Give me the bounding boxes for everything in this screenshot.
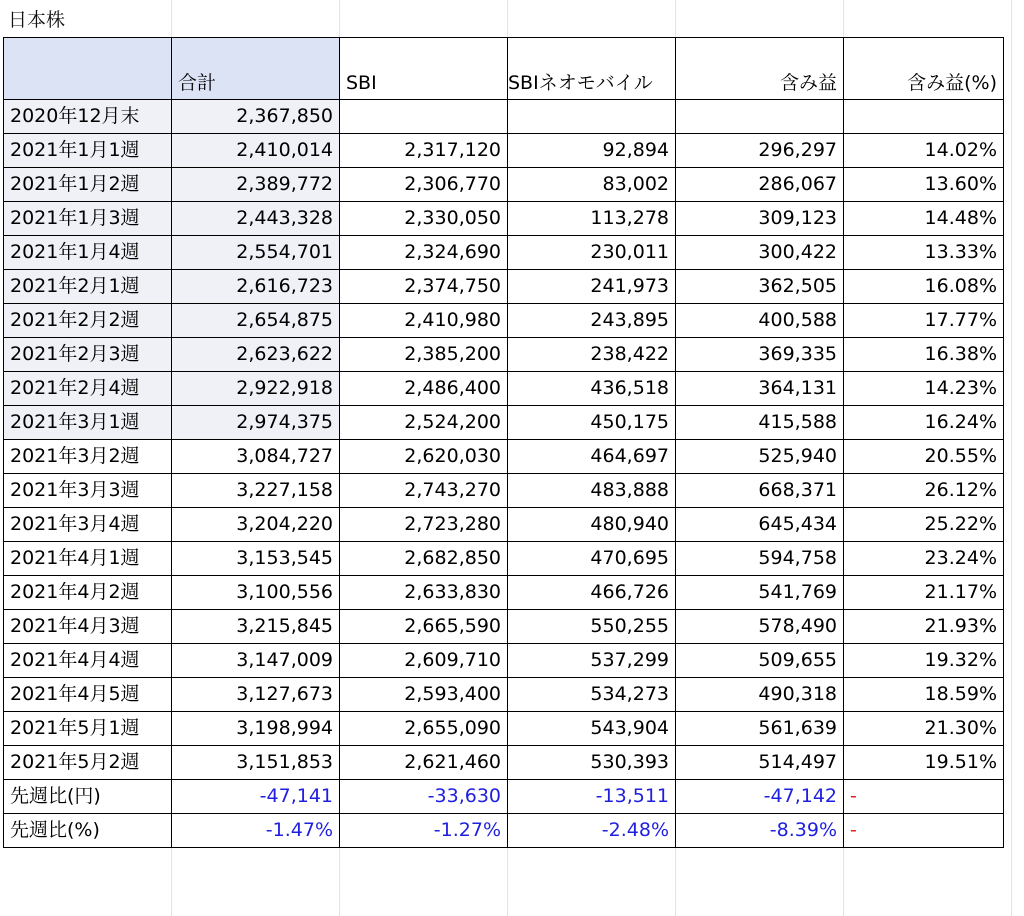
total-cell[interactable]: 2,974,375	[172, 406, 340, 440]
row-label-cell[interactable]: 2021年4月1週	[4, 542, 172, 576]
header-cell-sbi[interactable]: SBI	[340, 38, 508, 100]
total-cell[interactable]: 2,389,772	[172, 168, 340, 202]
gain-pct-cell[interactable]: 20.55%	[844, 440, 1004, 474]
neomo-cell[interactable]: 480,940	[508, 508, 676, 542]
total-cell[interactable]: 3,127,673	[172, 678, 340, 712]
sbi-cell[interactable]: 2,410,980	[340, 304, 508, 338]
sbi-cell[interactable]: 2,330,050	[340, 202, 508, 236]
sheet-title[interactable]: 日本株	[8, 9, 66, 31]
header-cell-gain-pct[interactable]: 含み益(%)	[844, 38, 1004, 100]
row-label-cell[interactable]: 2021年5月2週	[4, 746, 172, 780]
row-label-cell[interactable]: 2021年1月2週	[4, 168, 172, 202]
diff-total-cell[interactable]: -1.47%	[172, 814, 340, 848]
total-cell[interactable]: 2,443,328	[172, 202, 340, 236]
row-label-cell[interactable]: 2021年2月2週	[4, 304, 172, 338]
gain-pct-cell[interactable]: 26.12%	[844, 474, 1004, 508]
gain-pct-cell[interactable]: 13.33%	[844, 236, 1004, 270]
table-row	[4, 712, 1004, 746]
row-label-cell[interactable]: 2021年2月3週	[4, 338, 172, 372]
table-row	[4, 134, 1004, 168]
gain-cell[interactable]: 525,940	[676, 440, 844, 474]
header-cell-neomo[interactable]: SBIネオモバイル	[508, 38, 676, 100]
table-row	[4, 610, 1004, 644]
total-cell[interactable]: 2,654,875	[172, 304, 340, 338]
diff-neomo-cell[interactable]: -13,511	[508, 780, 676, 814]
table-row	[4, 236, 1004, 270]
sbi-cell[interactable]: 2,621,460	[340, 746, 508, 780]
table-row	[4, 202, 1004, 236]
total-cell[interactable]: 3,084,727	[172, 440, 340, 474]
sbi-cell[interactable]: 2,633,830	[340, 576, 508, 610]
table-row	[4, 474, 1004, 508]
gain-pct-cell[interactable]: 21.17%	[844, 576, 1004, 610]
total-cell[interactable]: 3,147,009	[172, 644, 340, 678]
diff-label-cell[interactable]: 先週比(%)	[4, 814, 172, 848]
table-row	[4, 406, 1004, 440]
gain-cell[interactable]: 490,318	[676, 678, 844, 712]
diff-row	[4, 780, 1004, 814]
gain-pct-cell[interactable]: 18.59%	[844, 678, 1004, 712]
total-cell[interactable]: 2,410,014	[172, 134, 340, 168]
gain-cell[interactable]: 578,490	[676, 610, 844, 644]
table-row	[4, 270, 1004, 304]
neomo-cell[interactable]: 243,895	[508, 304, 676, 338]
sbi-cell[interactable]: 2,385,200	[340, 338, 508, 372]
header-cell-label[interactable]	[4, 38, 172, 100]
total-cell[interactable]: 2,554,701	[172, 236, 340, 270]
table-row	[4, 644, 1004, 678]
portfolio-table	[3, 37, 1004, 848]
row-label-cell[interactable]: 2021年3月3週	[4, 474, 172, 508]
diff-row	[4, 814, 1004, 848]
header-cell-total[interactable]: 合計	[172, 38, 340, 100]
neomo-cell[interactable]: 113,278	[508, 202, 676, 236]
neomo-cell[interactable]: 470,695	[508, 542, 676, 576]
sbi-cell[interactable]: 2,620,030	[340, 440, 508, 474]
sbi-cell[interactable]: 2,306,770	[340, 168, 508, 202]
row-label-cell[interactable]: 2021年3月1週	[4, 406, 172, 440]
sbi-cell[interactable]: 2,593,400	[340, 678, 508, 712]
gain-cell[interactable]: 594,758	[676, 542, 844, 576]
total-cell[interactable]: 3,204,220	[172, 508, 340, 542]
sbi-cell[interactable]: 2,655,090	[340, 712, 508, 746]
sbi-cell[interactable]: 2,524,200	[340, 406, 508, 440]
table-row	[4, 746, 1004, 780]
gain-pct-cell[interactable]: 14.02%	[844, 134, 1004, 168]
gain-cell[interactable]: 400,588	[676, 304, 844, 338]
table-row	[4, 304, 1004, 338]
row-label-cell[interactable]: 2021年5月1週	[4, 712, 172, 746]
gain-cell[interactable]: 509,655	[676, 644, 844, 678]
total-cell[interactable]: 2,367,850	[172, 100, 340, 134]
total-cell[interactable]: 2,922,918	[172, 372, 340, 406]
neomo-cell[interactable]: 230,011	[508, 236, 676, 270]
neomo-cell[interactable]: 83,002	[508, 168, 676, 202]
gain-pct-cell[interactable]: 14.23%	[844, 372, 1004, 406]
gain-pct-cell[interactable]: 16.08%	[844, 270, 1004, 304]
gain-cell[interactable]: 514,497	[676, 746, 844, 780]
header-cell-gain[interactable]: 含み益	[676, 38, 844, 100]
gain-pct-cell[interactable]	[844, 100, 1004, 134]
sbi-cell[interactable]: 2,486,400	[340, 372, 508, 406]
neomo-cell[interactable]: 436,518	[508, 372, 676, 406]
total-cell[interactable]: 2,616,723	[172, 270, 340, 304]
gain-pct-cell[interactable]: 17.77%	[844, 304, 1004, 338]
neomo-cell[interactable]: 530,393	[508, 746, 676, 780]
gain-pct-cell[interactable]: 14.48%	[844, 202, 1004, 236]
gain-cell[interactable]: 296,297	[676, 134, 844, 168]
table-row	[4, 168, 1004, 202]
row-label-cell[interactable]: 2021年3月2週	[4, 440, 172, 474]
table-row	[4, 508, 1004, 542]
gain-cell[interactable]: 286,067	[676, 168, 844, 202]
total-cell[interactable]: 3,198,994	[172, 712, 340, 746]
row-label-cell[interactable]: 2021年2月1週	[4, 270, 172, 304]
gain-cell[interactable]: 300,422	[676, 236, 844, 270]
neomo-cell[interactable]: 464,697	[508, 440, 676, 474]
neomo-cell[interactable]: 483,888	[508, 474, 676, 508]
row-label-cell[interactable]: 2020年12月末	[4, 100, 172, 134]
neomo-cell[interactable]: 238,422	[508, 338, 676, 372]
row-label-cell[interactable]: 2021年4月2週	[4, 576, 172, 610]
row-label-cell[interactable]: 2021年1月1週	[4, 134, 172, 168]
gain-cell[interactable]: 369,335	[676, 338, 844, 372]
diff-label-cell[interactable]: 先週比(円)	[4, 780, 172, 814]
diff-pct-cell[interactable]: -	[844, 814, 1004, 848]
neomo-cell[interactable]	[508, 100, 676, 134]
header-row	[4, 38, 1004, 100]
diff-pct-cell[interactable]: -	[844, 780, 1004, 814]
diff-sbi-cell[interactable]: -33,630	[340, 780, 508, 814]
row-label-cell[interactable]: 2021年3月4週	[4, 508, 172, 542]
gain-pct-cell[interactable]: 25.22%	[844, 508, 1004, 542]
row-label-cell[interactable]: 2021年4月5週	[4, 678, 172, 712]
sbi-cell[interactable]: 2,609,710	[340, 644, 508, 678]
row-label-cell[interactable]: 2021年4月3週	[4, 610, 172, 644]
gain-pct-cell[interactable]: 16.24%	[844, 406, 1004, 440]
gain-pct-cell[interactable]: 16.38%	[844, 338, 1004, 372]
table-row	[4, 372, 1004, 406]
table-row	[4, 542, 1004, 576]
sbi-cell[interactable]: 2,317,120	[340, 134, 508, 168]
sbi-cell[interactable]: 2,682,850	[340, 542, 508, 576]
gain-cell[interactable]: 415,588	[676, 406, 844, 440]
neomo-cell[interactable]: 543,904	[508, 712, 676, 746]
neomo-cell[interactable]: 550,255	[508, 610, 676, 644]
total-cell[interactable]: 3,227,158	[172, 474, 340, 508]
total-cell[interactable]: 3,100,556	[172, 576, 340, 610]
diff-sbi-cell[interactable]: -1.27%	[340, 814, 508, 848]
neomo-cell[interactable]: 92,894	[508, 134, 676, 168]
gain-pct-cell[interactable]: 19.32%	[844, 644, 1004, 678]
gain-cell[interactable]: 645,434	[676, 508, 844, 542]
gain-cell[interactable]: 561,639	[676, 712, 844, 746]
row-label-cell[interactable]: 2021年2月4週	[4, 372, 172, 406]
diff-gain-cell[interactable]: -47,142	[676, 780, 844, 814]
total-cell[interactable]: 3,215,845	[172, 610, 340, 644]
neomo-cell[interactable]: 241,973	[508, 270, 676, 304]
row-label-cell[interactable]: 2021年1月3週	[4, 202, 172, 236]
diff-total-cell[interactable]: -47,141	[172, 780, 340, 814]
sbi-cell[interactable]: 2,374,750	[340, 270, 508, 304]
total-cell[interactable]: 3,153,545	[172, 542, 340, 576]
sbi-cell[interactable]: 2,324,690	[340, 236, 508, 270]
total-cell[interactable]: 3,151,853	[172, 746, 340, 780]
table-row	[4, 678, 1004, 712]
gain-cell[interactable]: 541,769	[676, 576, 844, 610]
neomo-cell[interactable]: 534,273	[508, 678, 676, 712]
gain-cell[interactable]: 362,505	[676, 270, 844, 304]
gain-pct-cell[interactable]: 23.24%	[844, 542, 1004, 576]
sbi-cell[interactable]: 2,665,590	[340, 610, 508, 644]
sbi-cell[interactable]: 2,743,270	[340, 474, 508, 508]
gain-pct-cell[interactable]: 13.60%	[844, 168, 1004, 202]
gain-pct-cell[interactable]: 21.93%	[844, 610, 1004, 644]
table-row	[4, 338, 1004, 372]
sbi-cell[interactable]: 2,723,280	[340, 508, 508, 542]
gain-cell[interactable]: 309,123	[676, 202, 844, 236]
table-row	[4, 576, 1004, 610]
neomo-cell[interactable]: 450,175	[508, 406, 676, 440]
gain-pct-cell[interactable]: 21.30%	[844, 712, 1004, 746]
neomo-cell[interactable]: 466,726	[508, 576, 676, 610]
table-row	[4, 100, 1004, 134]
row-label-cell[interactable]: 2021年4月4週	[4, 644, 172, 678]
row-label-cell[interactable]: 2021年1月4週	[4, 236, 172, 270]
gain-cell[interactable]	[676, 100, 844, 134]
table-row	[4, 440, 1004, 474]
total-cell[interactable]: 2,623,622	[172, 338, 340, 372]
neomo-cell[interactable]: 537,299	[508, 644, 676, 678]
diff-gain-cell[interactable]: -8.39%	[676, 814, 844, 848]
gain-cell[interactable]: 364,131	[676, 372, 844, 406]
gain-cell[interactable]: 668,371	[676, 474, 844, 508]
gain-pct-cell[interactable]: 19.51%	[844, 746, 1004, 780]
diff-neomo-cell[interactable]: -2.48%	[508, 814, 676, 848]
sbi-cell[interactable]	[340, 100, 508, 134]
